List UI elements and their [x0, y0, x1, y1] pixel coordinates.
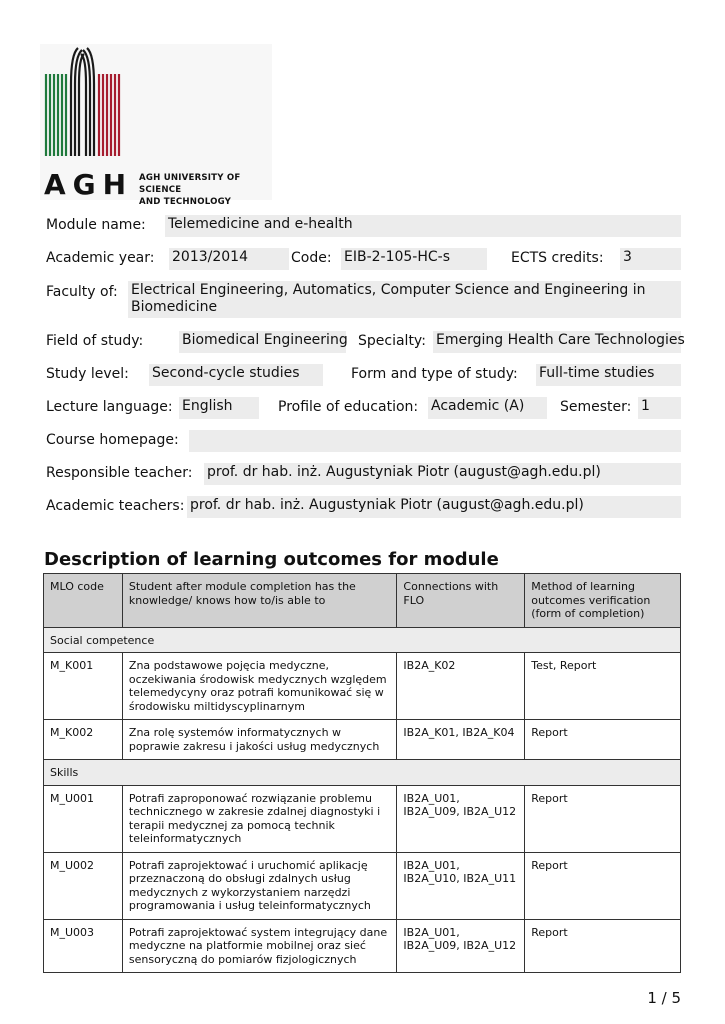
agh-logo [40, 44, 272, 207]
responsible-teacher-value: prof. dr hab. inż. Augustyniak Piotr (august@agh.edu.pl) [204, 463, 681, 485]
header-method: Method of learning outcomes verification (form of completion) [525, 574, 681, 628]
cell-code: M_U003 [44, 919, 123, 973]
module-name-value: Telemedicine and e-health [165, 215, 681, 237]
section-title-cell: Skills [44, 760, 681, 786]
academic-teachers-value: prof. dr hab. inż. Augustyniak Piotr (august@agh.edu.pl) [187, 496, 681, 518]
header-description: Student after module completion has the knowledge/ knows how to/is able to [122, 574, 396, 628]
study-level-value: Second-cycle studies [149, 364, 323, 386]
header-flo: Connections with FLO [397, 574, 525, 628]
cell-code: M_U001 [44, 785, 123, 852]
cell-desc: Potrafi zaproponować rozwiązanie problemu technicznego w zakresie zdalnej diagnostyki i terapii medycznej za pomocą technik teleinformatycznych [122, 785, 396, 852]
responsible-teacher-label: Responsible teacher: [46, 465, 193, 481]
cell-code: M_U002 [44, 852, 123, 919]
cell-flo: IB2A_U01, IB2A_U09, IB2A_U12 [397, 919, 525, 973]
specialty-label: Specialty: [358, 333, 426, 349]
profile-label: Profile of education: [278, 399, 419, 415]
cell-flo: IB2A_K02 [397, 653, 525, 720]
table-row [44, 852, 681, 919]
lecture-language-value: English [179, 397, 259, 419]
module-name-label: Module name: [46, 217, 146, 233]
lecture-language-label: Lecture language: [46, 399, 173, 415]
ects-label: ECTS credits: [511, 250, 604, 266]
cell-desc: Zna rolę systemów informatycznych w poprawie zakresu i jakości usług medycznych [122, 720, 396, 760]
section-title-cell: Social competence [44, 627, 681, 653]
table-row [44, 653, 681, 720]
table-row [44, 919, 681, 973]
section-row [44, 760, 681, 786]
profile-value: Academic (A) [428, 397, 547, 419]
form-type-value: Full-time studies [536, 364, 681, 386]
cell-code: M_K001 [44, 653, 123, 720]
logo-wordmark: AGH [44, 168, 134, 201]
study-level-label: Study level: [46, 366, 129, 382]
faculty-value: Electrical Engineering, Automatics, Computer Science and Engineering in Biomedicine [128, 281, 681, 318]
header-mlo-code: MLO code [44, 574, 123, 628]
academic-year-value: 2013/2014 [169, 248, 289, 270]
table-row [44, 785, 681, 852]
cell-desc: Potrafi zaprojektować system integrujący dane medyczne na platformie mobilnej oraz sieć sensoryczną do pomiarów fizjologicznych [122, 919, 396, 973]
cell-flo: IB2A_U01, IB2A_U09, IB2A_U12 [397, 785, 525, 852]
cell-code: M_K002 [44, 720, 123, 760]
cell-flo: IB2A_K01, IB2A_K04 [397, 720, 525, 760]
course-homepage-label: Course homepage: [46, 432, 179, 448]
section-row [44, 627, 681, 653]
form-type-label: Form and type of study: [351, 366, 518, 382]
table-header-row [44, 574, 681, 628]
cell-desc: Potrafi zaprojektować i uruchomić aplikację przeznaczoną do obsługi zdalnych usług medycznych z wykorzystaniem narzędzi programowania i usług teleinformatycznych [122, 852, 396, 919]
cell-method: Report [525, 852, 681, 919]
agh-emblem-icon [40, 44, 272, 164]
cell-method: Report [525, 720, 681, 760]
ects-value: 3 [620, 248, 681, 270]
semester-value: 1 [638, 397, 681, 419]
page-number: 1 / 5 [647, 989, 681, 1007]
semester-label: Semester: [560, 399, 632, 415]
academic-teachers-label: Academic teachers: [46, 498, 185, 514]
cell-method: Test, Report [525, 653, 681, 720]
code-label: Code: [291, 250, 332, 266]
learning-outcomes-table [43, 573, 681, 973]
logo-institution: AGH UNIVERSITY OF SCIENCE AND TECHNOLOGY [139, 173, 241, 207]
course-homepage-value [189, 430, 681, 452]
cell-desc: Zna podstawowe pojęcia medyczne, oczekiwania środowisk medycznych względem telemedycyny oraz potrafi komunikować się w środowisku miltidyscyplinarnym [122, 653, 396, 720]
cell-flo: IB2A_U01, IB2A_U10, IB2A_U11 [397, 852, 525, 919]
specialty-value: Emerging Health Care Technologies [433, 331, 681, 353]
academic-year-label: Academic year: [46, 250, 155, 266]
field-of-study-value: Biomedical Engineering [179, 331, 346, 353]
table-row [44, 720, 681, 760]
cell-method: Report [525, 919, 681, 973]
section-title: Description of learning outcomes for module [44, 549, 499, 570]
code-value: EIB-2-105-HC-s [341, 248, 487, 270]
faculty-label: Faculty of: [46, 284, 118, 300]
cell-method: Report [525, 785, 681, 852]
field-of-study-label: Field of study: [46, 333, 144, 349]
